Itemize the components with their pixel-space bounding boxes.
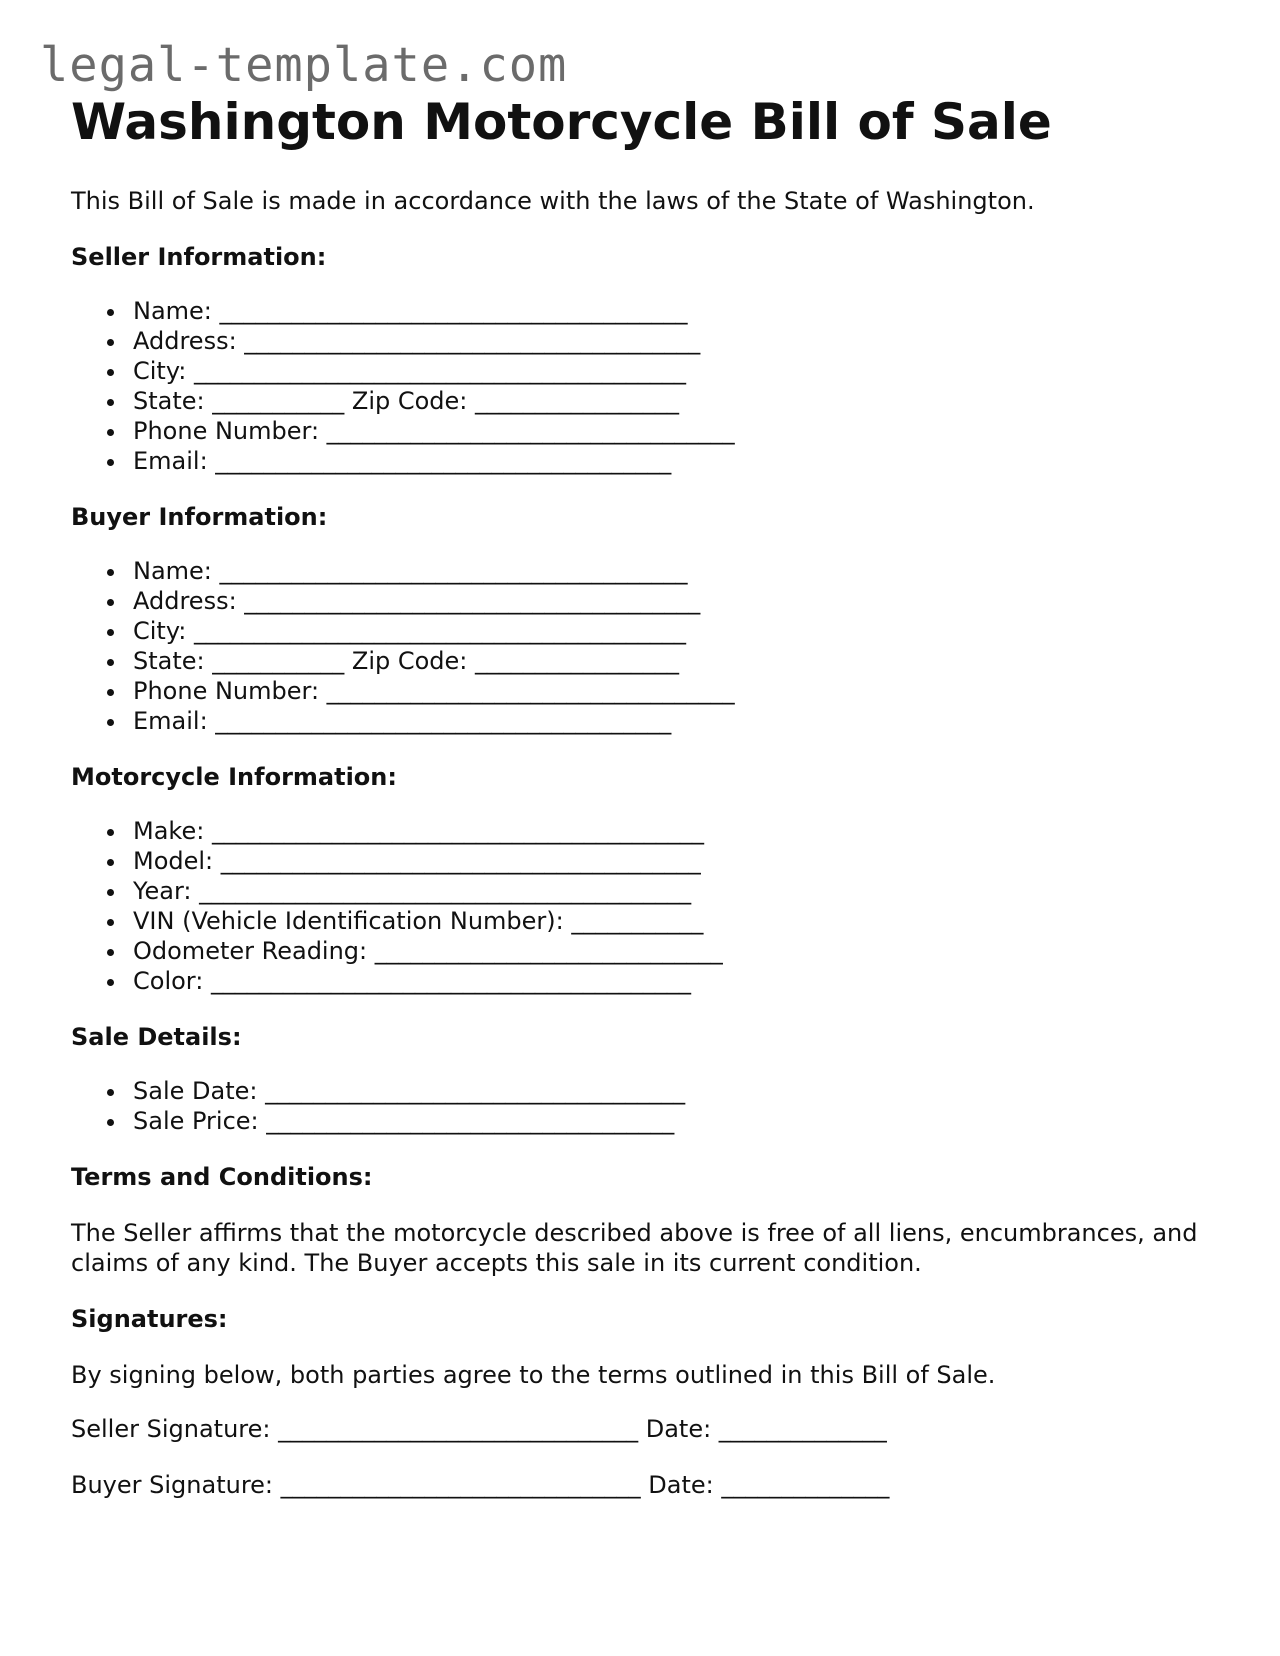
buyer-address-field[interactable]: Address: ______________________________________ <box>133 586 1231 616</box>
motorcycle-color-field[interactable]: Color: ________________________________________ <box>133 966 1231 996</box>
terms-text: The Seller affirms that the motorcycle described above is free of all liens, encumbrances, and claims of any kind. The Buyer accepts this sale in its current condition. <box>71 1219 1198 1277</box>
buyer-info-list <box>71 556 1231 736</box>
motorcycle-odometer-field[interactable]: Odometer Reading: _____________________________ <box>133 936 1231 966</box>
sale-details-list <box>71 1076 1231 1136</box>
document-body <box>71 88 1231 1500</box>
sale-price-field[interactable]: Sale Price: __________________________________ <box>133 1106 1231 1136</box>
seller-heading: Seller Information: <box>71 243 327 271</box>
buyer-signature-line[interactable]: Buyer Signature: ______________________________ Date: ______________ <box>71 1471 890 1499</box>
motorcycle-model-field[interactable]: Model: ________________________________________ <box>133 846 1231 876</box>
seller-city-field[interactable]: City: _________________________________________ <box>133 356 1231 386</box>
seller-signature-line[interactable]: Seller Signature: ______________________________ Date: ______________ <box>71 1415 887 1443</box>
motorcycle-year-field[interactable]: Year: _________________________________________ <box>133 876 1231 906</box>
motorcycle-heading: Motorcycle Information: <box>71 763 397 791</box>
seller-state-zip-field[interactable]: State: ___________ Zip Code: _________________ <box>133 386 1231 416</box>
seller-name-field[interactable]: Name: _______________________________________ <box>133 296 1231 326</box>
signatures-text: By signing below, both parties agree to the terms outlined in this Bill of Sale. <box>71 1361 996 1389</box>
buyer-city-field[interactable]: City: _________________________________________ <box>133 616 1231 646</box>
buyer-phone-field[interactable]: Phone Number: __________________________________ <box>133 676 1231 706</box>
watermark-logo: legal-template.com <box>40 38 568 93</box>
document-title: Washington Motorcycle Bill of Sale <box>71 93 1052 151</box>
seller-phone-field[interactable]: Phone Number: __________________________________ <box>133 416 1231 446</box>
seller-address-field[interactable]: Address: ______________________________________ <box>133 326 1231 356</box>
signatures-heading: Signatures: <box>71 1305 228 1333</box>
buyer-email-field[interactable]: Email: ______________________________________ <box>133 706 1231 736</box>
motorcycle-vin-field[interactable]: VIN (Vehicle Identification Number): ___________ <box>133 906 1231 936</box>
seller-info-list <box>71 296 1231 476</box>
buyer-state-zip-field[interactable]: State: ___________ Zip Code: _________________ <box>133 646 1231 676</box>
buyer-name-field[interactable]: Name: _______________________________________ <box>133 556 1231 586</box>
buyer-heading: Buyer Information: <box>71 503 328 531</box>
motorcycle-info-list <box>71 816 1231 996</box>
motorcycle-make-field[interactable]: Make: _________________________________________ <box>133 816 1231 846</box>
sale-date-field[interactable]: Sale Date: ___________________________________ <box>133 1076 1231 1106</box>
seller-email-field[interactable]: Email: ______________________________________ <box>133 446 1231 476</box>
sale-heading: Sale Details: <box>71 1023 242 1051</box>
terms-heading: Terms and Conditions: <box>71 1163 373 1191</box>
intro-text: This Bill of Sale is made in accordance with the laws of the State of Washington. <box>71 187 1035 215</box>
